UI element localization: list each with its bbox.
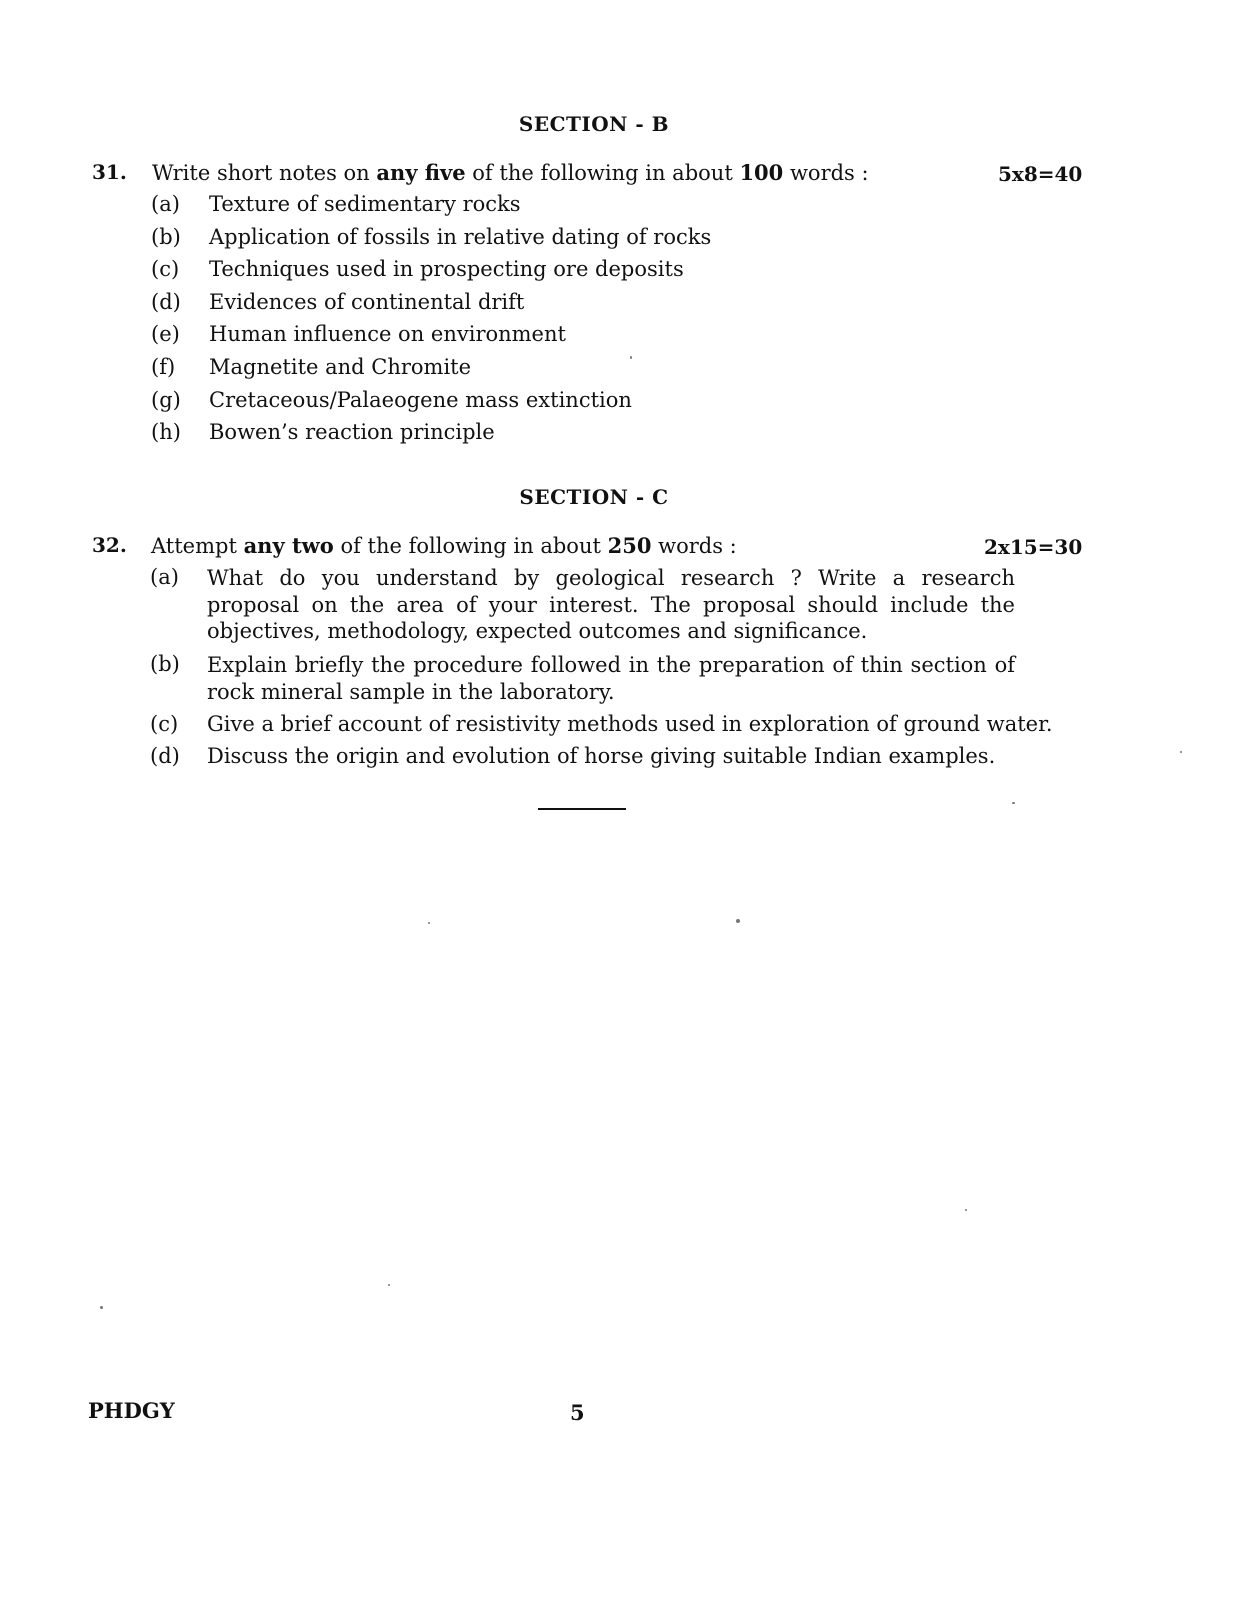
- stem-emphasis: 250: [607, 533, 652, 558]
- end-rule: [538, 808, 626, 810]
- list-item: Cretaceous/Palaeogene mass extinction: [209, 388, 632, 412]
- scan-speck: [965, 1209, 967, 1211]
- question-32-stem: [151, 533, 737, 558]
- stem-text: words :: [651, 534, 737, 558]
- item-label: (a): [150, 565, 179, 589]
- item-label: (c): [150, 712, 179, 736]
- list-item: Techniques used in prospecting ore deposits: [209, 257, 684, 281]
- scan-speck: [630, 356, 632, 359]
- scan-speck: [1180, 751, 1182, 753]
- page-number: 5: [570, 1400, 585, 1425]
- question-32-number: 32.: [92, 533, 127, 557]
- item-label: (h): [151, 420, 181, 444]
- list-item: Explain briefly the procedure followed in the preparation of thin section of rock mineral sample in the laboratory.: [207, 653, 1015, 704]
- section-c-heading: SECTION - C: [519, 485, 669, 509]
- item-label: (b): [151, 225, 181, 249]
- scan-speck: [1012, 802, 1015, 804]
- stem-text: of the following in about: [333, 534, 608, 558]
- list-item: What do you understand by geological research ? Write a research proposal on the area of your interest. The proposal should include the objectives, methodology, expected outcomes and significance.: [207, 566, 1015, 643]
- item-label: (g): [151, 388, 181, 412]
- list-item: Evidences of continental drift: [209, 290, 525, 314]
- list-item: Application of fossils in relative dating of rocks: [209, 225, 712, 249]
- item-label: (d): [150, 744, 180, 768]
- section-b-heading: SECTION - B: [518, 112, 670, 136]
- question-32-marks: 2x15=30: [984, 535, 1083, 559]
- scan-speck: [736, 919, 740, 923]
- list-item: Human influence on environment: [209, 322, 566, 346]
- list-item: Give a brief account of resistivity methods used in exploration of ground water.: [207, 712, 1053, 736]
- question-31-marks: 5x8=40: [998, 162, 1083, 186]
- item-label: (c): [151, 257, 180, 281]
- list-item: Bowen’s reaction principle: [209, 420, 495, 444]
- scan-speck: [388, 1284, 390, 1286]
- list-item: Magnetite and Chromite: [209, 355, 472, 379]
- stem-text: of the following in about: [465, 161, 740, 185]
- item-label: (d): [151, 290, 181, 314]
- stem-emphasis: any five: [376, 160, 466, 185]
- stem-text: words :: [783, 161, 869, 185]
- stem-emphasis: 100: [739, 160, 784, 185]
- item-label: (e): [151, 322, 180, 346]
- item-label: (f): [151, 355, 176, 379]
- item-label: (b): [150, 652, 180, 676]
- question-31-stem: [152, 160, 869, 185]
- list-item: Texture of sedimentary rocks: [209, 192, 521, 216]
- stem-emphasis: any two: [243, 533, 334, 558]
- stem-text: Write short notes on: [152, 161, 377, 185]
- scan-speck: [428, 922, 430, 924]
- list-item: Discuss the origin and evolution of horse giving suitable Indian examples.: [207, 744, 996, 768]
- paper-code: PHDGY: [88, 1398, 175, 1423]
- item-label: (a): [151, 192, 180, 216]
- scan-speck: [100, 1306, 103, 1309]
- question-31-number: 31.: [92, 160, 127, 184]
- stem-text: Attempt: [151, 534, 244, 558]
